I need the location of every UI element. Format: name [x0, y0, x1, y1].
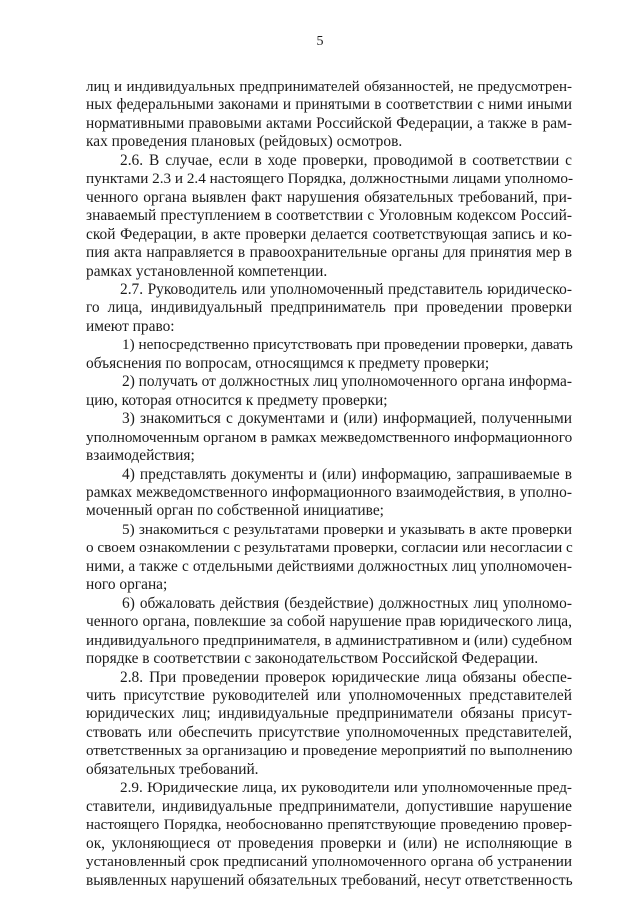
text-line: рамках межведомственного информационного взаимодействия, в уполно-: [86, 484, 572, 501]
text-line: 2) получать от должностных лиц уполномоченного органа информа-: [122, 373, 572, 391]
text-line: го лица, индивидуальный предприниматель при проведении проверки: [86, 299, 572, 317]
text-line: ках проведения плановых (рейдовых) осмотров.: [86, 133, 403, 151]
text-line: 2.8. При проведении проверок юридические лица обязаны обеспе-: [120, 668, 572, 686]
text-line: индивидуального предпринимателя, в административном и (или) судебном: [86, 631, 573, 649]
text-line: моченный орган по собственной инициативе;: [86, 502, 384, 520]
text-line: рамках установленной компетенции.: [86, 262, 328, 280]
text-line: ных федеральными законами и принятыми в соответствии с ними иными: [86, 96, 572, 114]
text-line: нормативными правовыми актами Российской Федерации, а также в рам-: [86, 114, 572, 132]
text-line: установленный срок предписаний уполномоченного органа об устранении: [86, 853, 572, 871]
text-line: чить присутствие руководителей или уполномоченных представителей: [86, 687, 572, 704]
text-line: о своем ознакомлении с результатами проверки, согласии или несогласии с: [86, 539, 573, 557]
text-line: 1) непосредственно присутствовать при проведении проверки, давать: [122, 336, 573, 354]
text-line: ствовать или обеспечить присутствие уполномоченных представителей,: [86, 723, 572, 741]
text-line: 6) обжаловать действия (бездействие) должностных лиц уполномо-: [122, 594, 572, 612]
text-line: пунктами 2.3 и 2.4 настоящего Порядка, должностными лицами уполномо-: [86, 170, 574, 188]
text-line: ставители, индивидуальные предприниматели, допустившие нарушение: [86, 797, 572, 815]
text-line: 3) знакомиться с документами и (или) информацией, полученными: [122, 410, 572, 428]
text-line: настоящего Порядка, необоснованно препятствующие проведению провер-: [86, 817, 572, 834]
text-line: ской Федерации, в акте проверки делается соответствующая запись и ко-: [86, 225, 572, 243]
text-line: пия акта направляется в правоохранительные органы для принятия мер в: [86, 244, 572, 262]
text-line: ченного органа выявлен факт нарушения обязательных требований, при-: [86, 188, 572, 206]
text-line: 2.7. Руководитель или уполномоченный представитель юридическо-: [120, 281, 572, 298]
text-line: цию, которая относится к предмету проверки;: [86, 391, 388, 409]
text-line: 4) представлять документы и (или) информацию, запрашиваемые в: [122, 465, 572, 483]
text-line: выявленных нарушений обязательных требований, несут ответственность: [86, 871, 573, 889]
text-line: юридических лиц; индивидуальные предприниматели обязаны присут-: [86, 705, 572, 723]
text-line: ними, а также с отдельными действиями должностных лиц уполномочен-: [86, 557, 572, 575]
page-number: 5: [316, 34, 324, 49]
text-line: объяснения по вопросам, относящимся к предмету проверки;: [86, 354, 490, 372]
text-line: знаваемый преступлением в соответствии с Уголовным кодексом Россий-: [86, 207, 572, 225]
text-line: 2.6. В случае, если в ходе проверки, проводимой в соответствии с: [120, 151, 572, 169]
text-line: имеют право:: [86, 317, 175, 335]
text-line: обязательных требований.: [86, 760, 259, 778]
text-line: 2.9. Юридические лица, их руководители или уполномоченные пред-: [120, 779, 572, 797]
text-line: уполномоченным органом в рамках межведомственного информационного: [86, 428, 573, 446]
text-line: лиц и индивидуальных предпринимателей обязанностей, не предусмотрен-: [86, 79, 572, 95]
text-line: ок, уклоняющиеся от проведения проверки и (или) не исполняющие в: [86, 834, 572, 852]
text-line: 5) знакомиться с результатами проверки и указывать в акте проверки: [122, 520, 572, 538]
text-line: ного органа;: [86, 576, 168, 594]
text-line: порядке в соответствии с законодательством Российской Федерации.: [86, 650, 539, 668]
text-line: ченного органа, повлекшие за собой нарушение прав юридического лица,: [86, 613, 572, 631]
text-line: взаимодействия;: [86, 447, 195, 465]
text-line: ответственных за организацию и проведение мероприятий по выполнению: [86, 742, 573, 760]
